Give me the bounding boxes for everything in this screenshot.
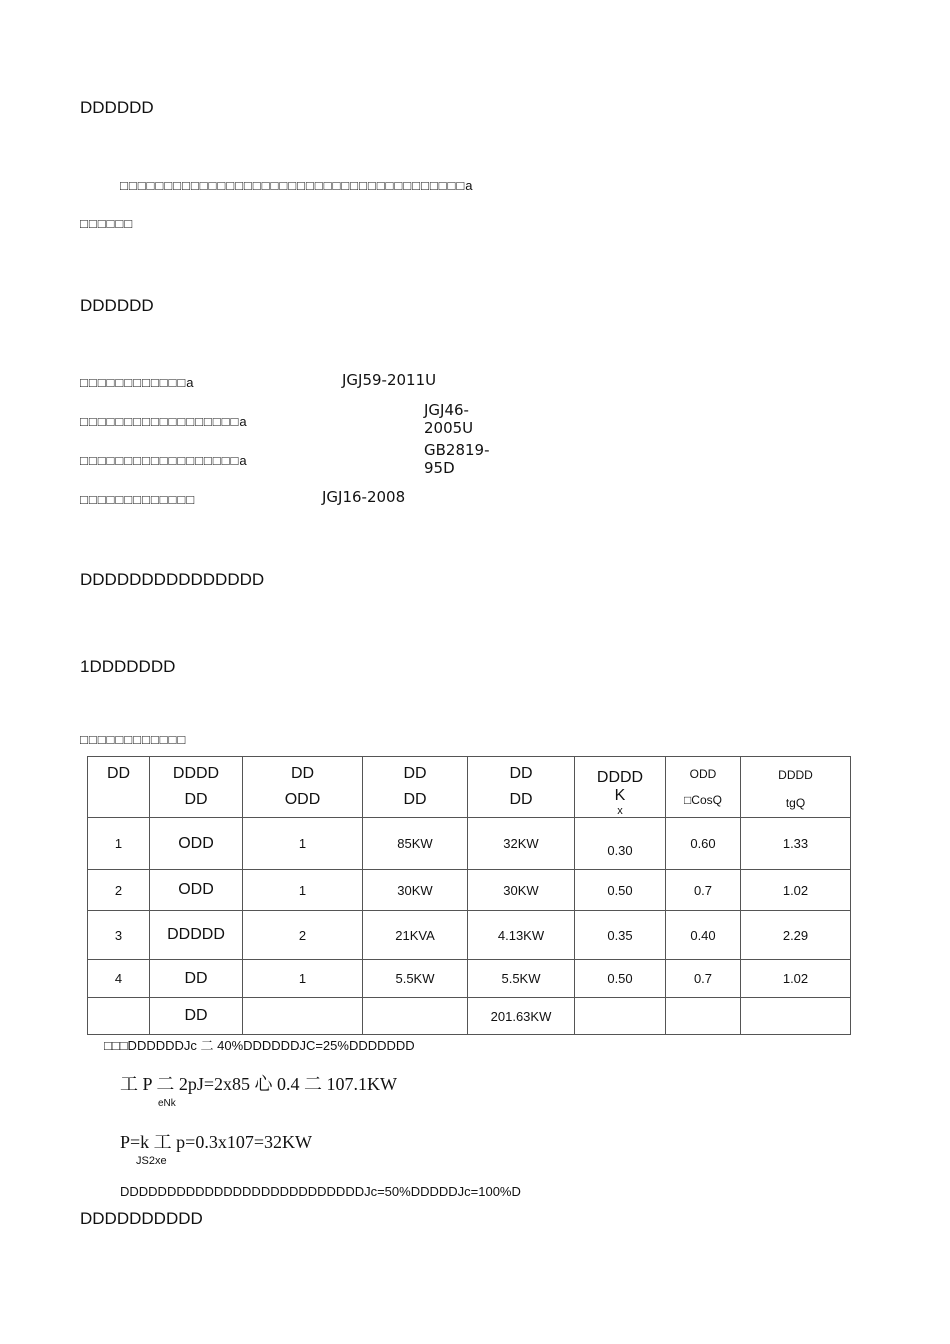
section-heading-1: DDDDDD <box>80 98 154 117</box>
table-cell: 0.60 <box>666 818 741 870</box>
col-header-7: ODD □CosQ <box>666 757 741 818</box>
col-header-4: DD DD <box>363 757 468 818</box>
table-cell: 1.33 <box>741 818 851 870</box>
load-table <box>87 756 851 1035</box>
table-row <box>88 911 851 960</box>
intro-line-2: □□□□□□ <box>80 216 134 231</box>
table-cell: 0.7 <box>666 870 741 911</box>
table-cell <box>88 998 150 1035</box>
table-cell: 1.02 <box>741 870 851 911</box>
standard-name-4: □□□□□□□□□□□□□ <box>80 492 196 507</box>
table-row <box>88 960 851 998</box>
table-total-row <box>88 998 851 1035</box>
table-cell: 2 <box>243 911 363 960</box>
col-header-8: DDDD tgQ <box>741 757 851 818</box>
col-header-6: DDDD K x <box>575 757 666 818</box>
col-header-1: DD <box>88 757 150 818</box>
table-cell: 1 <box>88 818 150 870</box>
table-cell: DD <box>150 960 243 998</box>
formula-total-power-subscript: eNk <box>158 1098 176 1109</box>
table-cell: 30KW <box>468 870 575 911</box>
table-cell <box>243 998 363 1035</box>
table-cell: 1 <box>243 960 363 998</box>
table-cell: 1.02 <box>741 960 851 998</box>
table-row <box>88 818 851 870</box>
table-cell: DDDDD <box>150 911 243 960</box>
table-cell: 85KW <box>363 818 468 870</box>
table-cell: 4 <box>88 960 150 998</box>
formula-total-power: 工 P 二 2pJ=2x85 心 0.4 二 107.1KW <box>120 1074 397 1094</box>
table-cell: 21KVA <box>363 911 468 960</box>
col-header-3: DD ODD <box>243 757 363 818</box>
section-heading-5: DDDDDDDDDD <box>80 1209 203 1228</box>
table-cell: 0.50 <box>575 960 666 998</box>
table-cell <box>741 998 851 1035</box>
section-heading-4: 1DDDDDDD <box>80 657 176 676</box>
section-heading-2: DDDDDD <box>80 296 154 315</box>
table-row <box>88 870 851 911</box>
table-cell: 2.29 <box>741 911 851 960</box>
table-cell: 1 <box>243 818 363 870</box>
table-cell <box>575 998 666 1035</box>
table-cell: 2 <box>88 870 150 911</box>
table-header-row <box>88 757 851 818</box>
table-cell <box>666 998 741 1035</box>
standard-code-1: JGJ59-2011U <box>342 371 437 389</box>
table-cell: 1 <box>243 870 363 911</box>
standard-name-2: □□□□□□□□□□□□□□□□□□a <box>80 414 248 429</box>
table-cell: 0.7 <box>666 960 741 998</box>
table-cell: 4.13KW <box>468 911 575 960</box>
section-heading-3: DDDDDDDDDDDDDDD <box>80 570 265 589</box>
note-duty-cycle: □□□DDDDDDJc 二 40%DDDDDDJC=25%DDDDDDD <box>104 1038 415 1053</box>
formula-calc-load: P=k 工 p=0.3x107=32KW <box>120 1132 312 1152</box>
table-cell: 32KW <box>468 818 575 870</box>
table-cell: 0.40 <box>666 911 741 960</box>
col-header-2: DDDD DD <box>150 757 243 818</box>
standard-code-2: JGJ46- 2005U <box>424 401 474 437</box>
formula-calc-load-subscript: JS2xe <box>136 1155 167 1167</box>
table-cell: ODD <box>150 818 243 870</box>
table-caption: □□□□□□□□□□□□ <box>80 732 187 747</box>
table-cell: 0.35 <box>575 911 666 960</box>
note-conversion: DDDDDDDDDDDDDDDDDDDDDDDDDDJc=50%DDDDDJc=100%D <box>120 1184 521 1199</box>
table-cell <box>363 998 468 1035</box>
col-header-5: DD DD <box>468 757 575 818</box>
table-cell: DD <box>150 998 243 1035</box>
table-cell: 0.30 <box>575 818 666 870</box>
intro-line-1: □□□□□□□□□□□□□□□□□□□□□□□□□□□□□□□□□□□□□□□a <box>120 178 474 193</box>
table-cell: 30KW <box>363 870 468 911</box>
table-cell: 201.63KW <box>468 998 575 1035</box>
standard-name-3: □□□□□□□□□□□□□□□□□□a <box>80 453 248 468</box>
table-cell: 3 <box>88 911 150 960</box>
table-cell: 5.5KW <box>363 960 468 998</box>
table-cell: 5.5KW <box>468 960 575 998</box>
table-cell: 0.50 <box>575 870 666 911</box>
table-cell: ODD <box>150 870 243 911</box>
standard-code-3: GB2819- 95D <box>424 441 490 477</box>
standard-name-1: □□□□□□□□□□□□a <box>80 375 195 390</box>
standard-code-4: JGJ16-2008 <box>322 488 406 506</box>
